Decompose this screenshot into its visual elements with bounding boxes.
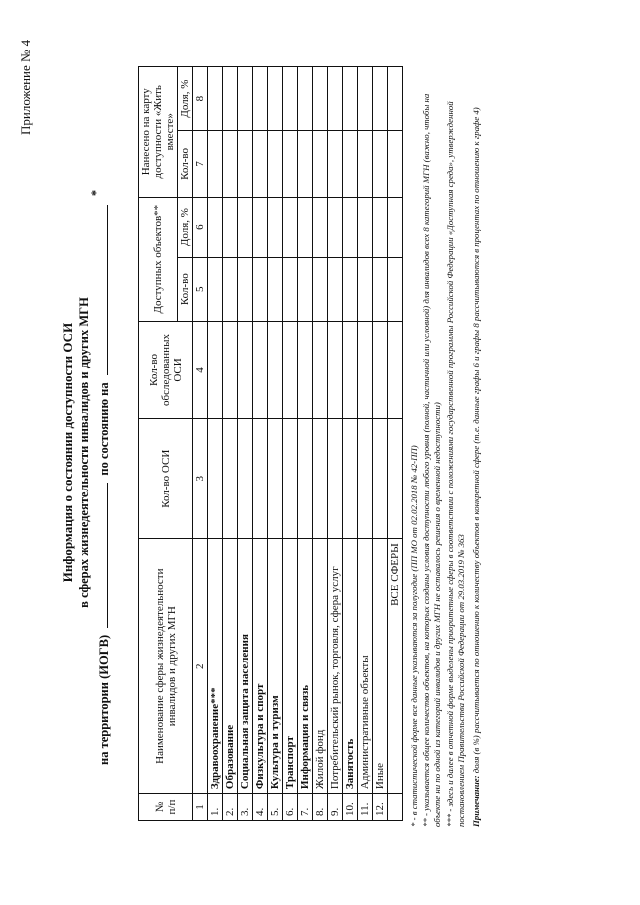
- empty-value-cell: [358, 67, 373, 131]
- empty-value-cell: [358, 131, 373, 197]
- empty-value-cell: [283, 257, 298, 321]
- empty-value-cell: [208, 197, 223, 257]
- empty-value-cell: [358, 257, 373, 321]
- empty-value-cell: [268, 131, 283, 197]
- empty-value-cell: [253, 131, 268, 197]
- empty-value-cell: [388, 67, 403, 131]
- header-name: Наименование сферы жизнедеятельности инвалидов и других МГН: [139, 539, 193, 794]
- row-number: 8.: [313, 794, 328, 821]
- table-header-row: [139, 67, 178, 821]
- empty-value-cell: [313, 321, 328, 418]
- row-sphere-name: Административные объекты: [358, 539, 373, 794]
- header-mapped-count: Кол-во: [178, 131, 193, 197]
- document-subtitle: в сферах жизнедеятельности инвалидов и других МГН: [77, 297, 91, 608]
- row-sphere-name: Занятость: [343, 539, 358, 794]
- empty-value-cell: [283, 197, 298, 257]
- empty-value-cell: [343, 67, 358, 131]
- empty-value-cell: [283, 131, 298, 197]
- col-number: 1: [193, 794, 208, 821]
- empty-value-cell: [328, 321, 343, 418]
- header-num: № п/п: [139, 794, 193, 821]
- empty-value-cell: [298, 131, 313, 197]
- empty-value-cell: [223, 257, 238, 321]
- header-surveyed: Кол-во обследованных ОСИ: [139, 321, 193, 418]
- empty-value-cell: [358, 321, 373, 418]
- header-accessible: Доступных объектов**: [139, 197, 178, 321]
- table-row: [373, 67, 388, 821]
- empty-value-cell: [313, 197, 328, 257]
- footnote-3: *** - здесь и далее в отчетной форме выделены приоритетные сферы в соответствии с положениями государственной программы Российской Федерации «Доступная среда», утвержденной постановлением Правительства Российской Федерации от 29.03.2019 № 363: [445, 101, 466, 827]
- empty-value-cell: [208, 419, 223, 539]
- row-number: 5.: [268, 794, 283, 821]
- empty-value-cell: [208, 321, 223, 418]
- empty-value-cell: [388, 419, 403, 539]
- table-row: [223, 67, 238, 821]
- empty-value-cell: [268, 321, 283, 418]
- footnote-star: *: [89, 189, 103, 197]
- empty-value-cell: [208, 131, 223, 197]
- empty-value-cell: [373, 131, 388, 197]
- empty-value-cell: [373, 257, 388, 321]
- empty-value-cell: [298, 67, 313, 131]
- col-number: 7: [193, 131, 208, 197]
- empty-value-cell: [343, 257, 358, 321]
- empty-value-cell: [298, 419, 313, 539]
- table-row: [208, 67, 223, 821]
- total-row: [388, 67, 403, 821]
- empty-value-cell: [313, 67, 328, 131]
- empty-value-cell: [283, 321, 298, 418]
- empty-value-cell: [283, 67, 298, 131]
- empty-value-cell: [373, 321, 388, 418]
- empty-value-cell: [328, 131, 343, 197]
- empty-value-cell: [268, 419, 283, 539]
- row-number: 6.: [283, 794, 298, 821]
- row-number: 11.: [358, 794, 373, 821]
- document-title: Информация о состоянии доступности ОСИ: [60, 322, 75, 583]
- empty-value-cell: [223, 419, 238, 539]
- empty-value-cell: [298, 257, 313, 321]
- table-row: [283, 67, 298, 821]
- empty-value-cell: [313, 419, 328, 539]
- date-label: по состоянию на: [97, 382, 111, 476]
- header-mapped: Нанесено на карту доступности «Жить вместе»: [139, 67, 178, 198]
- territory-label: на территории (ИОГВ): [97, 634, 111, 765]
- col-number: 6: [193, 197, 208, 257]
- empty-value-cell: [328, 67, 343, 131]
- table-row: [328, 67, 343, 821]
- col-number: 5: [193, 257, 208, 321]
- row-number: 10.: [343, 794, 358, 821]
- empty-value-cell: [283, 419, 298, 539]
- row-sphere-name: Жилой фонд: [313, 539, 328, 794]
- row-sphere-name: Культура и туризм: [268, 539, 283, 794]
- col-number: 4: [193, 321, 208, 418]
- empty-value-cell: [223, 67, 238, 131]
- row-sphere-name: Информация и связь: [298, 539, 313, 794]
- empty-value-cell: [328, 257, 343, 321]
- header-mapped-share: Доля, %: [178, 67, 193, 131]
- row-sphere-name: Транспорт: [283, 539, 298, 794]
- row-number: 12.: [373, 794, 388, 821]
- total-label: ВСЕ СФЕРЫ: [388, 539, 403, 794]
- column-numbers-row: [193, 67, 208, 821]
- footnote-4-text: доля (в %) рассчитывается по отношению к количеству объектов в конкретной сфере (т.е. данные графы 6 и графы 8 рассчитываются в процентах по отношению к графе 4): [471, 107, 481, 776]
- table-row: [238, 67, 253, 821]
- empty-value-cell: [253, 67, 268, 131]
- empty-value-cell: [388, 197, 403, 257]
- empty-value-cell: [238, 257, 253, 321]
- row-sphere-name: Здравоохранение***: [208, 539, 223, 794]
- table-row: [298, 67, 313, 821]
- header-accessible-count: Кол-во: [178, 257, 193, 321]
- empty-value-cell: [268, 257, 283, 321]
- row-sphere-name: Образование: [223, 539, 238, 794]
- row-sphere-name: Потребительский рынок, торговля, сфера услуг: [328, 539, 343, 794]
- table-body: [208, 67, 403, 821]
- row-number: 4.: [253, 794, 268, 821]
- empty-value-cell: [328, 197, 343, 257]
- empty-value-cell: [268, 67, 283, 131]
- empty-value-cell: [388, 321, 403, 418]
- empty-value-cell: [298, 321, 313, 418]
- total-num-cell: [388, 794, 403, 821]
- empty-value-cell: [238, 419, 253, 539]
- empty-value-cell: [343, 197, 358, 257]
- table-row: [268, 67, 283, 821]
- empty-value-cell: [298, 197, 313, 257]
- empty-value-cell: [328, 419, 343, 539]
- empty-value-cell: [313, 257, 328, 321]
- empty-value-cell: [223, 131, 238, 197]
- row-number: 2.: [223, 794, 238, 821]
- empty-value-cell: [373, 419, 388, 539]
- empty-value-cell: [223, 321, 238, 418]
- row-sphere-name: Иные: [373, 539, 388, 794]
- header-accessible-share: Доля, %: [178, 197, 193, 257]
- footnote-4-label: Примечание:: [471, 775, 481, 827]
- empty-value-cell: [343, 131, 358, 197]
- empty-value-cell: [388, 131, 403, 197]
- row-number: 7.: [298, 794, 313, 821]
- empty-value-cell: [388, 257, 403, 321]
- empty-value-cell: [223, 197, 238, 257]
- empty-value-cell: [238, 321, 253, 418]
- table-row: [358, 67, 373, 821]
- empty-value-cell: [358, 419, 373, 539]
- empty-value-cell: [253, 321, 268, 418]
- col-number: 3: [193, 419, 208, 539]
- row-number: 1.: [208, 794, 223, 821]
- footnote-1: * - в статистической форме все данные указываются за полугодие (ПП МО от 02.02.2018 № 42-ПП): [409, 445, 419, 827]
- empty-value-cell: [208, 67, 223, 131]
- empty-value-cell: [253, 419, 268, 539]
- table-row: [313, 67, 328, 821]
- empty-value-cell: [208, 257, 223, 321]
- table-row: [253, 67, 268, 821]
- header-osi-count: Кол-во ОСИ: [139, 419, 193, 539]
- row-sphere-name: Социальная защита населения: [238, 539, 253, 794]
- empty-value-cell: [343, 419, 358, 539]
- empty-value-cell: [358, 197, 373, 257]
- appendix-label: Приложение № 4: [18, 39, 33, 135]
- empty-value-cell: [238, 67, 253, 131]
- col-number: 2: [193, 539, 208, 794]
- accessibility-table: [138, 66, 403, 821]
- row-number: 9.: [328, 794, 343, 821]
- empty-value-cell: [313, 131, 328, 197]
- table-row: [343, 67, 358, 821]
- empty-value-cell: [268, 197, 283, 257]
- empty-value-cell: [238, 197, 253, 257]
- empty-value-cell: [373, 197, 388, 257]
- empty-value-cell: [253, 257, 268, 321]
- footnote-2: ** - указывается общее количество объектов, на которых созданы условия доступности любого уровня (полной, частичной или условной) для инвалидов всех 8 категорий МГН (важно, чтобы на объекте ни по одной из категорий инвалидов и других МГН не оставалось решения о временной недоступности): [421, 93, 442, 827]
- col-number: 8: [193, 67, 208, 131]
- empty-value-cell: [253, 197, 268, 257]
- empty-value-cell: [343, 321, 358, 418]
- empty-value-cell: [238, 131, 253, 197]
- empty-value-cell: [373, 67, 388, 131]
- row-sphere-name: Физкультура и спорт: [253, 539, 268, 794]
- row-number: 3.: [238, 794, 253, 821]
